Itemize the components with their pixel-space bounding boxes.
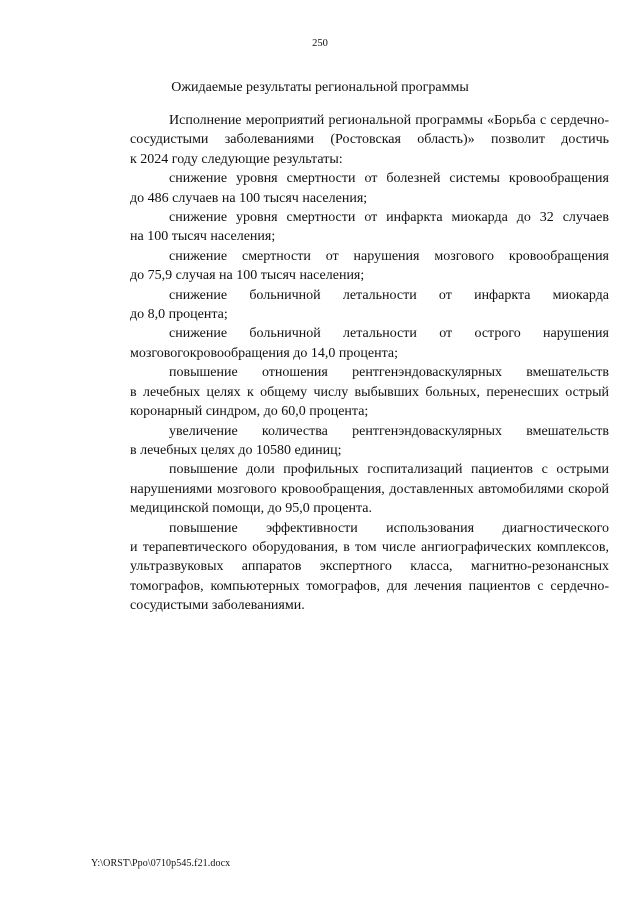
paragraph-result bbox=[91, 169, 609, 208]
text-line: увеличение количества рентгенэндоваскулярных вмешательств bbox=[169, 423, 609, 439]
paragraph-result bbox=[91, 422, 609, 461]
text-line: коронарный синдром, до 60,0 процента; bbox=[130, 404, 369, 420]
text-line: в лечебных целях до 10580 единиц; bbox=[130, 442, 342, 458]
text-line: снижение больничной летальности от инфаркта миокарда bbox=[169, 287, 609, 303]
text-line: до 8,0 процента; bbox=[130, 307, 228, 323]
text-line: мозговогокровообращения до 14,0 процента; bbox=[130, 345, 398, 361]
paragraph-result bbox=[91, 460, 609, 518]
paragraph-result bbox=[91, 286, 609, 325]
text-line: до 75,9 случая на 100 тысяч населения; bbox=[130, 268, 365, 284]
paragraph-result bbox=[91, 324, 609, 363]
paragraph-result bbox=[91, 247, 609, 286]
text-line: Исполнение мероприятий региональной программы «Борьба с сердечно- bbox=[169, 113, 609, 128]
text-line: томографов, компьютерных томографов, для лечения пациентов с сердечно- bbox=[130, 578, 609, 594]
text-line: до 486 случаев на 100 тысяч населения; bbox=[130, 190, 368, 206]
text-line: на 100 тысяч населения; bbox=[130, 229, 276, 245]
text-line: ультразвуковых аппаратов экспертного класса, магнитно-резонансных bbox=[130, 559, 609, 575]
text-line: повышение отношения рентгенэндоваскулярных вмешательств bbox=[169, 365, 609, 381]
document-body bbox=[91, 111, 609, 616]
text-line: и терапевтического оборудования, в том числе ангиографических комплексов, bbox=[130, 539, 609, 555]
section-heading: Ожидаемые результаты региональной программы bbox=[171, 80, 469, 95]
file-path-footer: Y:\ORST\Ppo\0710p545.f21.docx bbox=[91, 858, 231, 869]
paragraph-result bbox=[91, 363, 609, 421]
text-line: нарушениями мозгового кровообращения, доставленных автомобилями скорой bbox=[130, 481, 609, 497]
text-line: снижение уровня смертности от болезней системы кровообращения bbox=[169, 171, 609, 187]
text-line: снижение уровня смертности от инфаркта миокарда до 32 случаев bbox=[169, 210, 609, 226]
text-line: повышение эффективности использования диагностического bbox=[169, 520, 609, 536]
text-line: медицинской помощи, до 95,0 процента. bbox=[130, 501, 372, 517]
text-line: снижение больничной летальности от острого нарушения bbox=[169, 326, 609, 342]
paragraph-result bbox=[91, 208, 609, 247]
text-line: сосудистыми заболеваниями (Ростовская область)» позволит достичь bbox=[130, 132, 609, 148]
text-line: повышение доли профильных госпитализаций пациентов с острыми bbox=[169, 462, 609, 478]
page-number: 250 bbox=[312, 38, 328, 49]
paragraph-intro bbox=[91, 111, 609, 169]
text-line: снижение смертности от нарушения мозгового кровообращения bbox=[169, 248, 609, 264]
text-line: сосудистыми заболеваниями. bbox=[130, 598, 305, 614]
text-line: к 2024 году следующие результаты: bbox=[130, 151, 343, 167]
text-line: в лечебных целях к общему числу выбывших больных, перенесших острый bbox=[130, 384, 609, 400]
paragraph-result bbox=[91, 519, 609, 616]
